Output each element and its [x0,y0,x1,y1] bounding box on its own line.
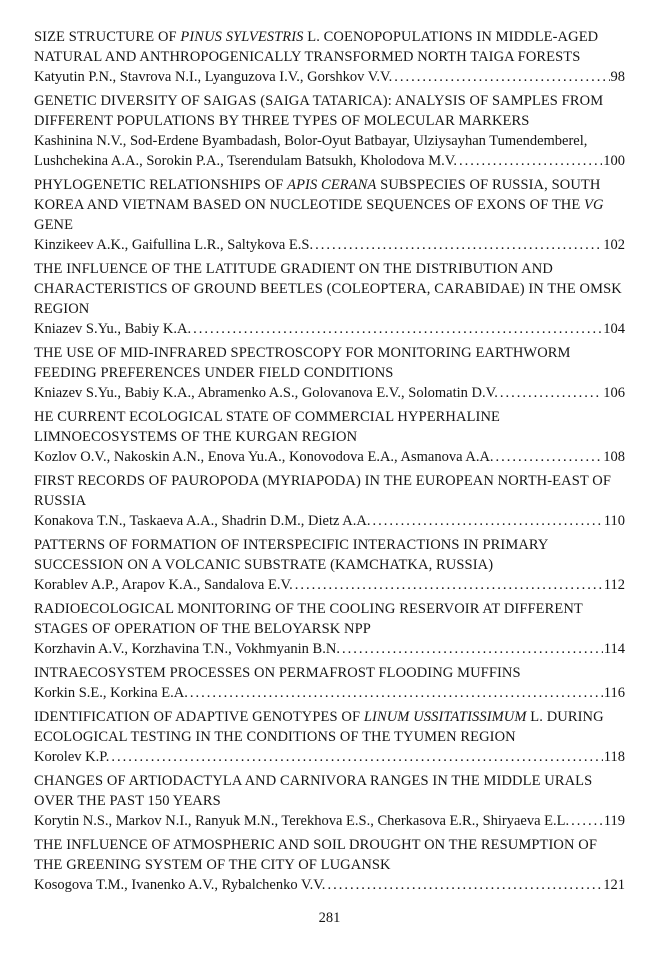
toc-entry-authors-line [34,67,625,87]
title-text: L. DURING [526,709,604,725]
toc-entry [34,91,625,171]
toc-entry-page-number: 121 [603,877,625,893]
title-text: DIFFERENT POPULATIONS BY THREE TYPES OF MOLECULAR MARKERS [34,113,530,129]
toc-entry-page-number: 110 [603,513,625,529]
dot-leader [111,747,602,767]
title-text: THE INFLUENCE OF THE LATITUDE GRADIENT ON THE DISTRIBUTION AND [34,261,553,277]
toc-entry-authors-line [34,575,625,595]
toc-list [34,27,625,899]
toc-entry-title-line [34,619,625,639]
toc-entry [34,835,625,895]
toc-entry-title-line [34,835,625,855]
dot-leader [315,235,602,255]
toc-entry [34,259,625,339]
title-text: GENETIC DIVERSITY OF SAIGAS (SAIGA TATARICA): ANALYSIS OF SAMPLES FROM [34,93,604,109]
toc-entry [34,663,625,703]
toc-entry-authors-line [34,747,625,767]
authors-text: Kosogova T.M., Ivanenko A.V., Rybalchenko V.V. [34,877,326,893]
toc-entry-title-line [34,427,625,447]
dot-leader [394,67,609,87]
dot-leader [496,447,603,467]
title-text: RADIOECOLOGICAL MONITORING OF THE COOLING RESERVOIR AT DIFFERENT [34,601,583,617]
dot-leader [571,811,603,831]
toc-entry-title-line [34,407,625,427]
title-text: CHANGES OF ARTIODACTYLA AND CARNIVORA RANGES IN THE MIDDLE URALS [34,773,593,789]
toc-entry-page-number: 106 [603,385,625,401]
dot-leader [193,319,602,339]
toc-entry [34,27,625,87]
title-text: HE CURRENT ECOLOGICAL STATE OF COMMERCIAL HYPERHALINE [34,409,500,425]
toc-entry-page-number: 116 [603,685,625,701]
title-text: GENE [34,217,74,233]
title-text: SUBSPECIES OF RUSSIA, SOUTH [376,177,601,193]
toc-entry-authors-line [34,383,625,403]
toc-entry-title-line [34,299,625,319]
dot-leader [327,875,602,895]
authors-text: Kniazev S.Yu., Babiy K.A. [34,321,192,337]
toc-entry [34,535,625,595]
title-text-italic: PINUS SYLVESTRIS [180,29,304,45]
title-text: L. COENOPOPULATIONS IN MIDDLE-AGED [303,29,599,45]
toc-entry-page-number: 119 [603,813,625,829]
title-text: FEEDING PREFERENCES UNDER FIELD CONDITIONS [34,365,394,381]
toc-entry-title-line [34,343,625,363]
toc-entry-title-line [34,855,625,875]
title-text: THE GREENING SYSTEM OF THE CITY OF LUGANSK [34,857,391,873]
toc-entry-title-line [34,215,625,235]
authors-text: Kashinina N.V., Sod-Erdene Byambadash, Bolor-Oyut Batbayar, Ulziysayhan Tumendemberel, [34,133,588,149]
toc-entry-title-line [34,259,625,279]
title-text: KOREA AND VIETNAM BASED ON NUCLEOTIDE SEQUENCES OF EXONS OF THE [34,197,585,213]
toc-entry-title-line [34,47,625,67]
authors-text: Korytin N.S., Markov N.I., Ranyuk M.N., Terekhova E.S., Cherkasova E.R., Shiryaeva E.L. [34,813,570,829]
toc-entry-page-number: 102 [603,237,625,253]
title-text-italic: VG [584,197,604,213]
dot-leader [342,639,603,659]
toc-entry-authors-line [34,235,625,255]
toc-entry-title-line [34,27,625,47]
toc-entry-title-line [34,535,625,555]
toc-entry-title-line [34,195,625,215]
title-text: SIZE STRUCTURE OF [34,29,181,45]
authors-text: Korablev A.P., Arapov K.A., Sandalova E.V. [34,577,293,593]
toc-entry-title-line [34,727,625,747]
authors-text: Kozlov O.V., Nakoskin A.N., Enova Yu.A., Konovodova E.A., Asmanova A.A. [34,449,494,465]
toc-entry-authors-line [34,683,625,703]
authors-text: Korkin S.E., Korkina E.A. [34,685,188,701]
title-text-italic: APIS CERANA [287,177,377,193]
dot-leader [500,383,602,403]
title-text: CHARACTERISTICS OF GROUND BEETLES (COLEOPTERA, CARABIDAE) IN THE OMSK [34,281,622,297]
authors-text: Kniazev S.Yu., Babiy K.A., Abramenko A.S., Golovanova E.V., Solomatin D.V. [34,385,498,401]
toc-entry-title-line [34,91,625,111]
dot-leader [190,683,603,703]
title-text: PATTERNS OF FORMATION OF INTERSPECIFIC INTERACTIONS IN PRIMARY [34,537,549,553]
toc-entry-title-line [34,555,625,575]
authors-text: Korolev K.P. [34,749,110,765]
toc-entry-title-line [34,471,625,491]
toc-entry-title-line [34,279,625,299]
title-text: PHYLOGENETIC RELATIONSHIPS OF [34,177,288,193]
toc-entry-authors-line [34,131,625,151]
title-text: INTRAECOSYSTEM PROCESSES ON PERMAFROST FLOODING MUFFINS [34,665,521,681]
toc-entry [34,407,625,467]
title-text-italic: LINUM USSITATISSIMUM [363,709,527,725]
title-text: STAGES OF OPERATION OF THE BELOYARSK NPP [34,621,371,637]
toc-entry [34,707,625,767]
toc-entry-authors-line [34,875,625,895]
toc-entry-title-line [34,363,625,383]
toc-entry-page-number: 100 [603,153,625,169]
title-text: OVER THE PAST 150 YEARS [34,793,221,809]
dot-leader [372,511,602,531]
title-text: NATURAL AND ANTHROPOGENICALLY TRANSFORMED NORTH TAIGA FORESTS [34,49,581,65]
dot-leader [459,151,602,171]
title-text: LIMNOECOSYSTEMS OF THE KURGAN REGION [34,429,358,445]
toc-entry-title-line [34,175,625,195]
toc-entry-title-line [34,663,625,683]
toc-entry-authors-line [34,151,625,171]
toc-entry [34,175,625,255]
toc-entry-authors-line [34,319,625,339]
dot-leader [295,575,603,595]
toc-entry-title-line [34,771,625,791]
toc-entry-title-line [34,491,625,511]
toc-entry-authors-line [34,511,625,531]
toc-entry-authors-line [34,639,625,659]
authors-text: Katyutin P.N., Stavrova N.I., Lyanguzova I.V., Gorshkov V.V. [34,69,393,85]
page-number: 281 [318,910,341,926]
toc-entry [34,599,625,659]
toc-entry-page-number: 114 [603,641,625,657]
toc-entry-authors-line [34,447,625,467]
toc-entry-title-line [34,791,625,811]
authors-text: Kinzikeev A.K., Gaifullina L.R., Saltykova E.S. [34,237,314,253]
authors-text: Lushchekina A.A., Sorokin P.A., Tserendulam Batsukh, Kholodova M.V. [34,153,457,169]
title-text: THE INFLUENCE OF ATMOSPHERIC AND SOIL DROUGHT ON THE RESUMPTION OF [34,837,598,853]
title-text: ECOLOGICAL TESTING IN THE CONDITIONS OF THE TYUMEN REGION [34,729,516,745]
title-text: REGION [34,301,90,317]
toc-entry [34,343,625,403]
toc-entry-page-number: 108 [603,449,625,465]
toc-entry-page-number: 112 [603,577,625,593]
toc-entry-title-line [34,599,625,619]
toc-entry-authors-line [34,811,625,831]
authors-text: Korzhavin A.V., Korzhavina T.N., Vokhmyanin B.N. [34,641,340,657]
authors-text: Konakova T.N., Taskaeva A.A., Shadrin D.M., Dietz A.A. [34,513,371,529]
toc-entry [34,471,625,531]
title-text: IDENTIFICATION OF ADAPTIVE GENOTYPES OF [34,709,364,725]
toc-entry-title-line [34,111,625,131]
title-text: SUCCESSION ON A VOLCANIC SUBSTRATE (KAMCHATKA, RUSSIA) [34,557,494,573]
title-text: RUSSIA [34,493,87,509]
toc-entry-page-number: 118 [603,749,625,765]
toc-entry-page-number: 104 [603,321,625,337]
toc-entry [34,771,625,831]
toc-entry-title-line [34,707,625,727]
toc-entry-page-number: 98 [610,69,625,85]
title-text: FIRST RECORDS OF PAUROPODA (MYRIAPODA) IN THE EUROPEAN NORTH-EAST OF [34,473,612,489]
title-text: THE USE OF MID-INFRARED SPECTROSCOPY FOR MONITORING EARTHWORM [34,345,571,361]
